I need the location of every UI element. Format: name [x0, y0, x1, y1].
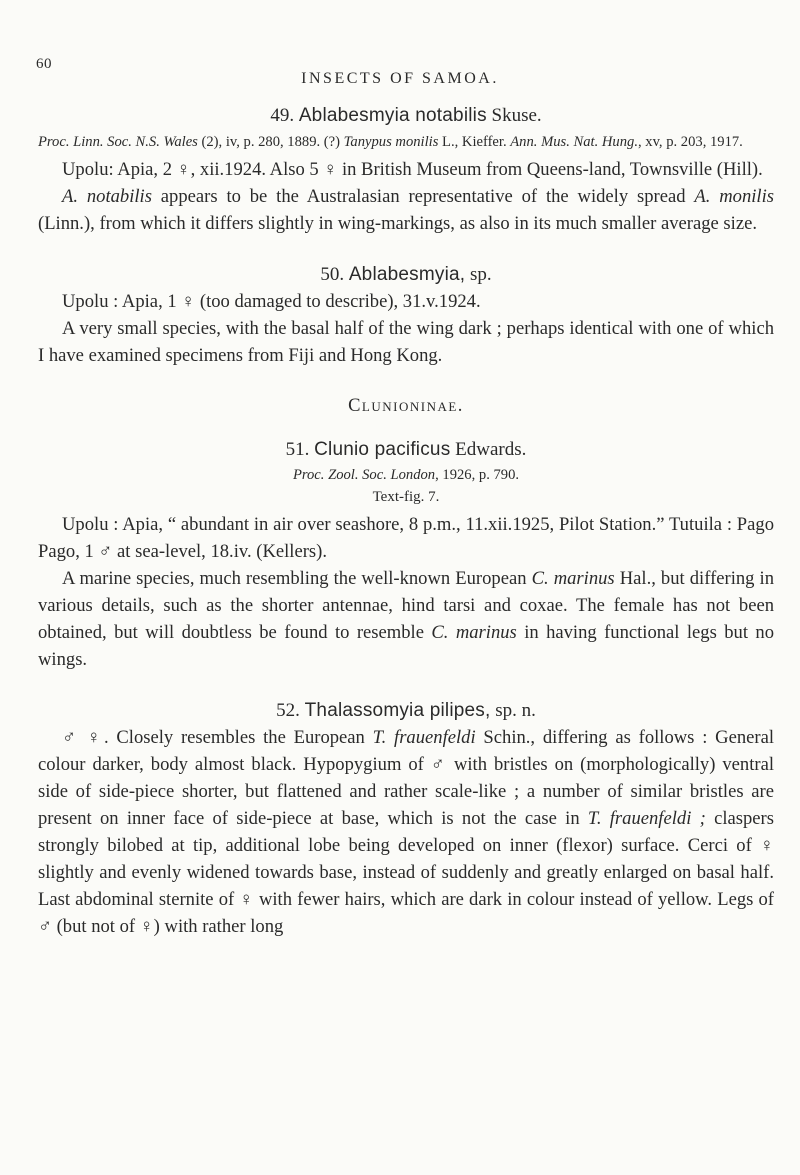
page-number: 60: [36, 56, 52, 72]
page-body: [38, 102, 774, 940]
section-51-reference: Proc. Zool. Soc. London, 1926, p. 790.: [292, 467, 520, 483]
section-49-heading: 49. Ablabesmyia notabilis Skuse.: [270, 105, 542, 126]
section-49-reference: Proc. Linn. Soc. N.S. Wales (2), iv, p. 280, 1889. (?) Tanypus monilis L., Kieffer. Ann. Mus. Nat. Hung., xv, p. 203, 1917.: [38, 134, 743, 150]
section-52-paragraph-1: ♂ ♀. Closely resembles the European T. frauenfeldi Schin., differing as follows : General colour darker, body almost black. Hypopygium of ♂ with bristles on (morphologically) ventral side of side-piece shorter, but flattened and rather scale-like ; a number of similar bristles are present on inner face of side-piece at base, which is not the case in T. frauenfeldi ; claspers strongly bilobed at tip, additional lobe being developed on inner (flexor) surface. Cerci of ♀ slightly and evenly widened towards base, instead of suddenly and greatly enlarged on basal half. Last abdominal sternite of ♀ with fewer hairs, which are dark in colour instead of yellow. Legs of ♂ (but not of ♀) with rather long: [38, 727, 774, 937]
section-49-paragraph-1: Upolu: Apia, 2 ♀, xii.1924. Also 5 ♀ in British Museum from Queens-land, Townsville (Hill).: [62, 159, 763, 180]
section-50-heading: 50. Ablabesmyia, sp.: [320, 264, 492, 285]
running-head: INSECTS OF SAMOA.: [301, 70, 499, 87]
section-49-paragraph-2: A. notabilis appears to be the Australasian representative of the widely spread A. monilis (Linn.), from which it differs slightly in wing-markings, as also in its much smaller average size.: [38, 186, 774, 234]
section-51-figure-reference: Text-fig. 7.: [372, 489, 440, 505]
section-51-paragraph-2: A marine species, much resembling the well-known European C. marinus Hal., but differing in various details, such as the shorter antennae, hind tarsi and coxae. The female has not been obtained, but will doubtless be found to resemble C. marinus in having functional legs but no wings.: [38, 568, 775, 670]
section-51-paragraph-1: Upolu : Apia, “ abundant in air over seashore, 8 p.m., 11.xii.1925, Pilot Station.” Tutuila : Pago Pago, 1 ♂ at sea-level, 18.iv. (Kellers).: [38, 514, 774, 562]
section-50-paragraph-1: Upolu : Apia, 1 ♀ (too damaged to describe), 31.v.1924.: [62, 291, 481, 312]
section-51-heading: 51. Clunio pacificus Edwards.: [285, 439, 527, 460]
section-52-heading: 52. Thalassomyia pilipes, sp. n.: [276, 700, 536, 721]
subfamily-heading: Clunioninae.: [348, 396, 464, 416]
section-50-paragraph-2: A very small species, with the basal half of the wing dark ; perhaps identical with one of which I have examined specimens from Fiji and Hong Kong.: [38, 318, 774, 366]
